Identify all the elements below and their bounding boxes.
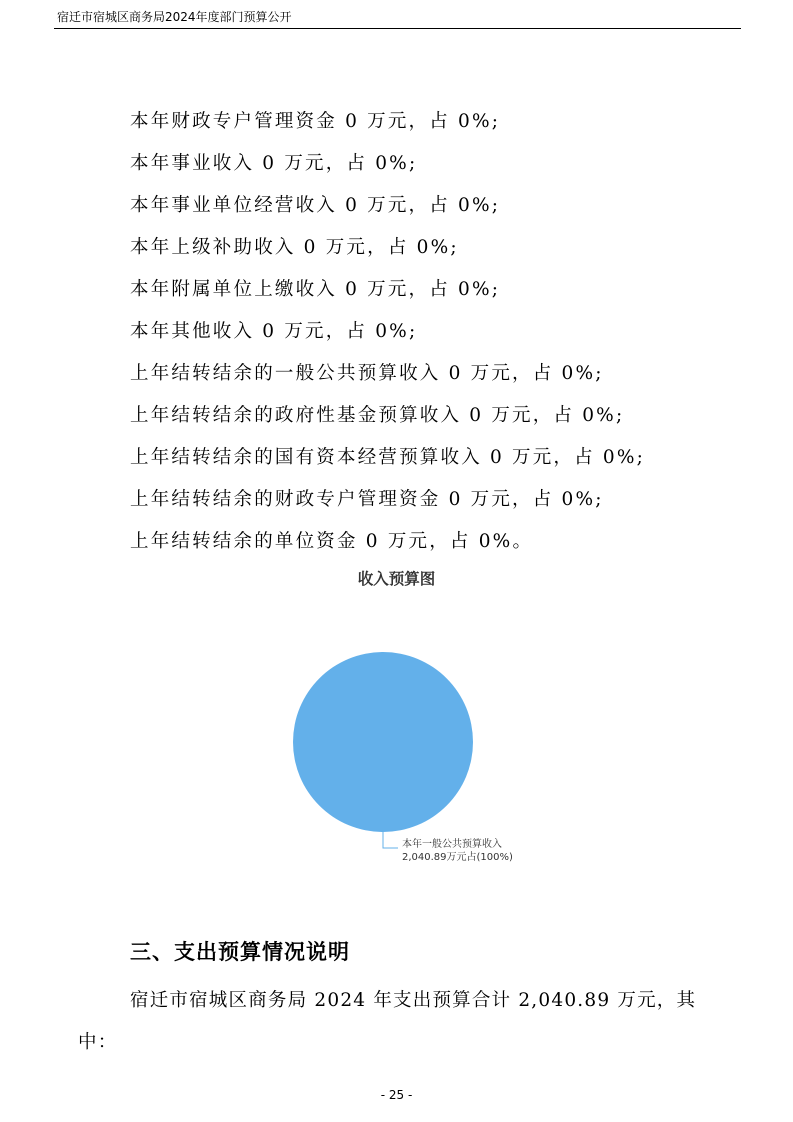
income-line: 上年结转结余的政府性基金预算收入 0 万元，占 0%;: [130, 405, 625, 426]
pie-label-leader-line: [383, 832, 398, 848]
page-number: - 25 -: [380, 1088, 413, 1102]
pie-slice-label-name: 本年一般公共预算收入: [402, 839, 502, 850]
section-heading: 三、支出预算情况说明: [130, 940, 350, 964]
income-line: 本年事业单位经营收入 0 万元，占 0%;: [130, 195, 501, 216]
income-line: 本年财政专户管理资金 0 万元，占 0%;: [130, 111, 501, 132]
income-line: 上年结转结余的一般公共预算收入 0 万元，占 0%;: [130, 363, 604, 384]
income-line: 上年结转结余的财政专户管理资金 0 万元，占 0%;: [130, 489, 604, 510]
income-line: 本年上级补助收入 0 万元，占 0%;: [130, 237, 459, 258]
income-line: 上年结转结余的单位资金 0 万元，占 0%。: [130, 531, 534, 552]
section-paragraph: 宿迁市宿城区商务局 2024 年支出预算合计 2,040.89 万元，其中：: [78, 990, 697, 1053]
income-line: 本年其他收入 0 万元，占 0%;: [130, 321, 418, 342]
pie-slice: [293, 652, 473, 832]
chart-title: 收入预算图: [357, 570, 436, 588]
pie-slice-label-value: 2,040.89万元占(100%): [402, 852, 513, 863]
income-line: 本年事业收入 0 万元，占 0%;: [130, 153, 418, 174]
pie-slices: [293, 652, 473, 832]
income-line: 上年结转结余的国有资本经营预算收入 0 万元，占 0%;: [130, 447, 646, 468]
running-header: 宿迁市宿城区商务局2024年度部门预算公开: [57, 10, 292, 24]
income-line: 本年附属单位上缴收入 0 万元，占 0%;: [130, 279, 501, 300]
